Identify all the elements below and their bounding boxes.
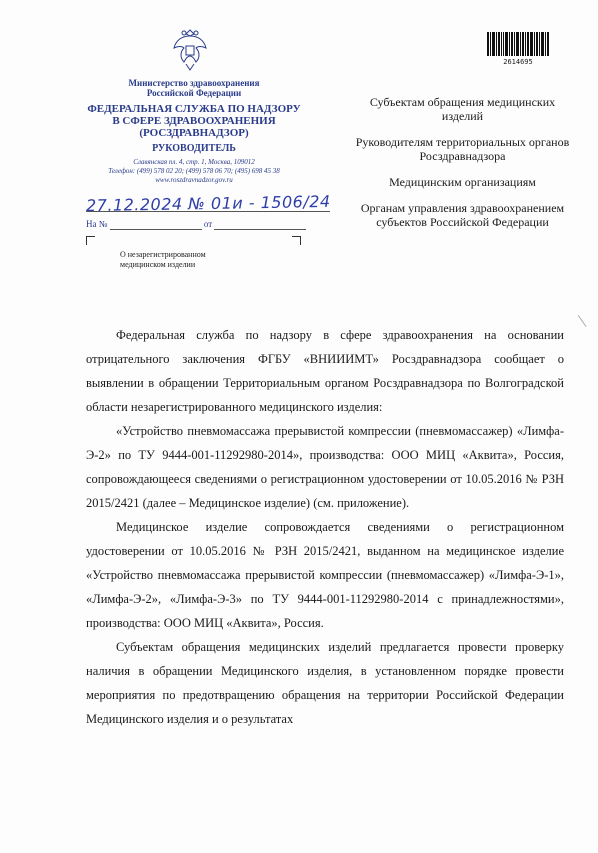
letter-body — [86, 323, 564, 731]
ministry-name: Министерство здравоохранения Российской Федерации — [128, 78, 260, 98]
handwritten-date-number: 27.12.2024 № 01и - 1506/24 — [85, 191, 331, 216]
body-paragraph: «Устройство пневмомассажа прерывистой компрессии (пневмомассажер) «Лимфа-Э-2» по ТУ 9444-001-11292980-2014», производства: ООО МИЦ «Аквита», Россия, сопровождающееся сведениями о регистрационном удостоверении от 10.05.2016 № РЗН 2015/2421 (далее – Медицинское изделие) (см. приложение). — [86, 424, 564, 510]
coat-of-arms-emblem-icon — [170, 24, 210, 72]
letter-subject: О незарегистрированном медицинском изделии — [120, 250, 206, 269]
reference-line — [86, 219, 336, 230]
barcode-icon — [487, 32, 549, 56]
ref-no-blank — [110, 219, 202, 230]
pen-mark — [578, 311, 593, 327]
website: www.roszdravnadzor.gov.ru — [155, 176, 233, 184]
contact-block — [60, 158, 328, 185]
subject-bracket-left — [86, 236, 95, 245]
phones: Телефон: (499) 578 02 20; (499) 578 06 70; (495) 698 45 38 — [108, 167, 280, 175]
service-name: ФЕДЕРАЛЬНАЯ СЛУЖБА ПО НАДЗОРУ В СФЕРЕ ЗДРАВООХРАНЕНИЯ (РОСЗДРАВНАДЗОР) — [87, 103, 301, 139]
address: Славянская пл. 4, стр. 1, Москва, 109012 — [133, 158, 255, 166]
subject-bracket-right — [292, 236, 301, 245]
addressee-item: Медицинским организациям — [389, 175, 536, 189]
head-title: РУКОВОДИТЕЛЬ — [152, 143, 236, 154]
addressee-item: Руководителям территориальных органов Росздравнадзора — [355, 135, 570, 163]
body-paragraph: Медицинское изделие сопровождается сведениями о регистрационном удостоверении от 10.05.2016 № РЗН 2015/2421, выданном на медицинское изделие «Устройство пневмомассажа прерывистой компрессии (пневмомассажер) «Лимфа-Э-1», «Лимфа-Э-2», «Лимфа-Э-3» по ТУ 9444-001-11292980-2014 с принадлежностями», производства: ООО МИЦ «Аквита», Россия. — [86, 520, 564, 630]
body-paragraph: Субъектам обращения медицинских изделий предлагается провести проверку наличия в обращении Медицинского изделия, в установленном порядке провести мероприятия по предотвращению обращения на территории Российской Федерации Медицинского изделия и о результатах — [86, 640, 564, 726]
addressee-item: Субъектам обращения медицинских изделий — [369, 95, 556, 123]
date-underline — [86, 211, 330, 212]
addressee-item: Органам управления здравоохранением субъектов Российской Федерации — [360, 201, 565, 229]
body-paragraph: Федеральная служба по надзору в сфере здравоохранения на основании отрицательного заключения ФГБУ «ВНИИИМТ» Росздравнадзора сообщает о выявлении в обращении Территориальным органом Росздравнадзора по Волгоградской области незарегистрированного медицинского изделия: — [86, 328, 564, 414]
ref-from-label: от — [203, 219, 213, 229]
ref-no-label: На № — [86, 219, 108, 229]
addressee-list — [350, 95, 575, 241]
ref-from-blank — [214, 219, 306, 230]
barcode-number: 2614695 — [503, 58, 533, 66]
